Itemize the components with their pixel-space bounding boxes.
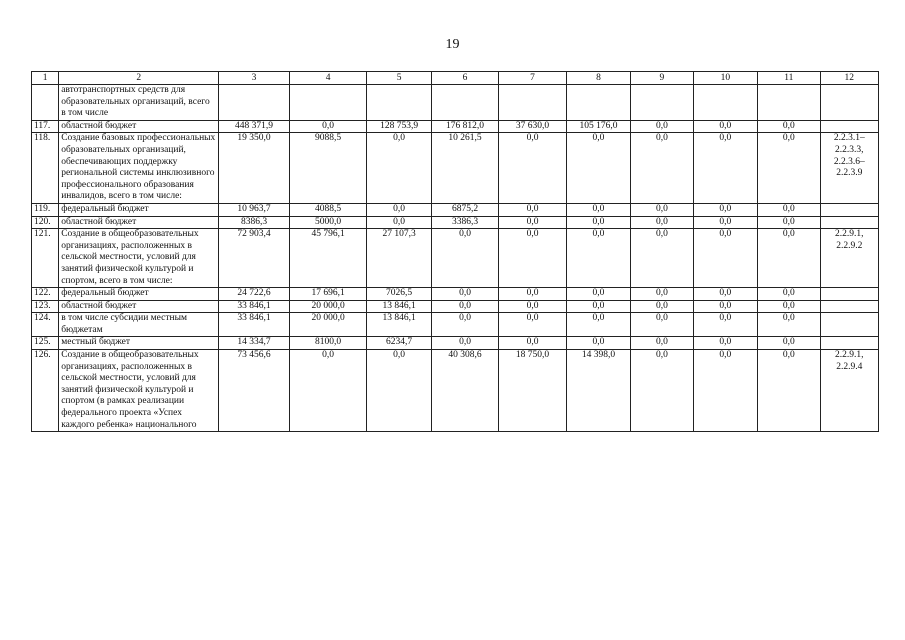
column-header: 12 [820, 72, 878, 85]
table-row [32, 120, 879, 133]
value-cell [367, 85, 431, 121]
value-cell [431, 85, 498, 121]
measure-code [820, 288, 878, 301]
value-cell: 0,0 [631, 288, 693, 301]
measure-code [820, 203, 878, 216]
value-cell: 0,0 [631, 216, 693, 229]
value-cell: 0,0 [566, 313, 630, 337]
value-cell: 0,0 [758, 120, 820, 133]
row-number: 123. [32, 300, 59, 313]
row-description: федеральный бюджет [59, 203, 219, 216]
value-cell: 0,0 [758, 337, 820, 350]
table-row [32, 350, 879, 432]
measure-code [820, 120, 878, 133]
row-number [32, 85, 59, 121]
row-description: областной бюджет [59, 120, 219, 133]
value-cell [566, 85, 630, 121]
value-cell: 45 796,1 [289, 229, 367, 288]
value-cell: 0,0 [631, 203, 693, 216]
column-header: 8 [566, 72, 630, 85]
value-cell: 0,0 [693, 203, 757, 216]
value-cell: 37 630,0 [499, 120, 566, 133]
value-cell: 20 000,0 [289, 313, 367, 337]
table-row [32, 85, 879, 121]
value-cell: 0,0 [693, 288, 757, 301]
row-number: 117. [32, 120, 59, 133]
row-description: Создание в общеобразовательных организациях, расположенных в сельской местности, условий для занятий физической культурой и спортом, всего в том числе: [59, 229, 219, 288]
column-header: 4 [289, 72, 367, 85]
value-cell [758, 85, 820, 121]
row-description: областной бюджет [59, 300, 219, 313]
value-cell: 73 456,6 [219, 350, 289, 432]
value-cell: 0,0 [758, 288, 820, 301]
value-cell: 0,0 [566, 203, 630, 216]
value-cell: 8386,3 [219, 216, 289, 229]
measure-code: 2.2.3.1– 2.2.3.3, 2.2.3.6– 2.2.3.9 [820, 133, 878, 204]
value-cell: 72 903,4 [219, 229, 289, 288]
row-number: 121. [32, 229, 59, 288]
value-cell: 33 846,1 [219, 300, 289, 313]
value-cell: 0,0 [499, 133, 566, 204]
value-cell: 0,0 [499, 300, 566, 313]
row-number: 120. [32, 216, 59, 229]
value-cell: 10 963,7 [219, 203, 289, 216]
table-body [32, 85, 879, 432]
value-cell: 0,0 [431, 300, 498, 313]
row-number: 119. [32, 203, 59, 216]
value-cell: 0,0 [631, 313, 693, 337]
value-cell: 0,0 [631, 133, 693, 204]
value-cell: 17 696,1 [289, 288, 367, 301]
value-cell: 0,0 [367, 203, 431, 216]
row-number: 124. [32, 313, 59, 337]
row-number: 118. [32, 133, 59, 204]
column-header: 3 [219, 72, 289, 85]
value-cell: 27 107,3 [367, 229, 431, 288]
value-cell: 0,0 [499, 203, 566, 216]
value-cell: 33 846,1 [219, 313, 289, 337]
row-description: областной бюджет [59, 216, 219, 229]
value-cell: 176 812,0 [431, 120, 498, 133]
table-row [32, 216, 879, 229]
value-cell: 5000,0 [289, 216, 367, 229]
value-cell: 0,0 [693, 133, 757, 204]
value-cell: 0,0 [631, 337, 693, 350]
value-cell: 0,0 [693, 120, 757, 133]
value-cell: 7026,5 [367, 288, 431, 301]
row-description: в том числе субсидии местным бюджетам [59, 313, 219, 337]
measure-code [820, 337, 878, 350]
value-cell: 4088,5 [289, 203, 367, 216]
row-description: федеральный бюджет [59, 288, 219, 301]
value-cell: 8100,0 [289, 337, 367, 350]
table-row [32, 300, 879, 313]
row-number: 126. [32, 350, 59, 432]
value-cell: 0,0 [566, 216, 630, 229]
row-description: местный бюджет [59, 337, 219, 350]
value-cell: 0,0 [631, 300, 693, 313]
page-number: 19 [445, 37, 460, 52]
value-cell: 0,0 [499, 216, 566, 229]
value-cell: 128 753,9 [367, 120, 431, 133]
value-cell: 0,0 [758, 300, 820, 313]
column-header: 2 [59, 72, 219, 85]
column-header: 5 [367, 72, 431, 85]
measure-code: 2.2.9.1, 2.2.9.2 [820, 229, 878, 288]
value-cell: 0,0 [693, 216, 757, 229]
value-cell: 0,0 [431, 337, 498, 350]
value-cell: 0,0 [758, 216, 820, 229]
value-cell: 19 350,0 [219, 133, 289, 204]
row-number: 122. [32, 288, 59, 301]
value-cell: 6234,7 [367, 337, 431, 350]
value-cell: 40 308,6 [431, 350, 498, 432]
value-cell: 0,0 [631, 350, 693, 432]
column-header: 7 [499, 72, 566, 85]
measure-code [820, 85, 878, 121]
measure-code [820, 300, 878, 313]
value-cell: 0,0 [693, 229, 757, 288]
value-cell: 0,0 [499, 313, 566, 337]
budget-table [31, 71, 879, 432]
value-cell: 20 000,0 [289, 300, 367, 313]
value-cell: 0,0 [566, 300, 630, 313]
value-cell: 24 722,6 [219, 288, 289, 301]
value-cell: 0,0 [693, 350, 757, 432]
column-header: 9 [631, 72, 693, 85]
row-description: автотранспортных средств для образовательных организаций, всего в том числе [59, 85, 219, 121]
header-row [32, 72, 879, 85]
value-cell: 0,0 [566, 337, 630, 350]
column-header: 1 [32, 72, 59, 85]
value-cell [289, 85, 367, 121]
value-cell: 13 846,1 [367, 300, 431, 313]
value-cell: 0,0 [758, 203, 820, 216]
row-description: Создание в общеобразовательных организациях, расположенных в сельской местности, условий для занятий физической культурой и спортом (в рамках реализации федерального проекта «Успех каждого ребенка» национального [59, 350, 219, 432]
measure-code [820, 313, 878, 337]
table-row [32, 337, 879, 350]
value-cell [219, 85, 289, 121]
column-header: 10 [693, 72, 757, 85]
value-cell: 0,0 [693, 300, 757, 313]
value-cell: 14 334,7 [219, 337, 289, 350]
value-cell: 0,0 [431, 288, 498, 301]
measure-code [820, 216, 878, 229]
value-cell: 0,0 [631, 229, 693, 288]
row-number: 125. [32, 337, 59, 350]
value-cell: 0,0 [367, 133, 431, 204]
value-cell: 0,0 [631, 120, 693, 133]
value-cell: 105 176,0 [566, 120, 630, 133]
value-cell [693, 85, 757, 121]
table-row [32, 229, 879, 288]
value-cell [499, 85, 566, 121]
value-cell: 0,0 [499, 337, 566, 350]
value-cell: 0,0 [758, 133, 820, 204]
column-header: 6 [431, 72, 498, 85]
value-cell: 0,0 [431, 313, 498, 337]
value-cell: 9088,5 [289, 133, 367, 204]
table-row [32, 133, 879, 204]
value-cell: 13 846,1 [367, 313, 431, 337]
value-cell: 14 398,0 [566, 350, 630, 432]
value-cell: 10 261,5 [431, 133, 498, 204]
value-cell: 0,0 [289, 350, 367, 432]
value-cell: 0,0 [499, 288, 566, 301]
value-cell: 0,0 [758, 229, 820, 288]
table-row [32, 288, 879, 301]
value-cell: 0,0 [693, 313, 757, 337]
value-cell: 0,0 [758, 313, 820, 337]
value-cell: 0,0 [499, 229, 566, 288]
value-cell: 0,0 [431, 229, 498, 288]
value-cell: 448 371,9 [219, 120, 289, 133]
value-cell: 0,0 [566, 133, 630, 204]
value-cell [631, 85, 693, 121]
value-cell: 0,0 [367, 350, 431, 432]
table-row [32, 313, 879, 337]
value-cell: 6875,2 [431, 203, 498, 216]
value-cell: 0,0 [566, 288, 630, 301]
value-cell: 0,0 [693, 337, 757, 350]
value-cell: 18 750,0 [499, 350, 566, 432]
row-description: Создание базовых профессиональных образовательных организаций, обеспечивающих поддержку региональной системы инклюзивного профессионального образования инвалидов, всего в том числе: [59, 133, 219, 204]
value-cell: 3386,3 [431, 216, 498, 229]
column-header: 11 [758, 72, 820, 85]
value-cell: 0,0 [758, 350, 820, 432]
value-cell: 0,0 [367, 216, 431, 229]
value-cell: 0,0 [566, 229, 630, 288]
measure-code: 2.2.9.1, 2.2.9.4 [820, 350, 878, 432]
value-cell: 0,0 [289, 120, 367, 133]
table-row [32, 203, 879, 216]
